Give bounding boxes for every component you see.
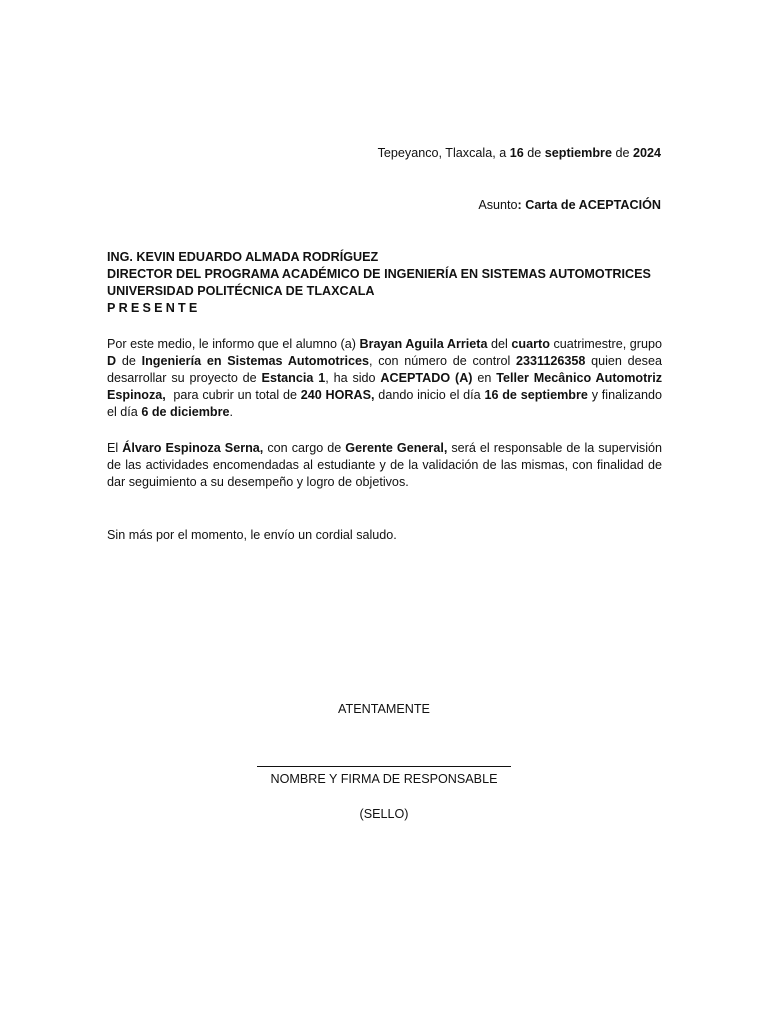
date-month: septiembre xyxy=(544,146,612,160)
p1-text: del xyxy=(487,337,512,351)
body-paragraph-1 xyxy=(107,336,662,421)
p1-text: , con número de control xyxy=(369,354,517,368)
addressee-institution: UNIVERSIDAD POLITÉCNICA DE TLAXCALA xyxy=(107,284,375,298)
supervisor-name: Álvaro Espinoza Serna, xyxy=(122,441,264,455)
addressee-name: ING. KEVIN EDUARDO ALMADA RODRÍGUEZ xyxy=(107,250,379,264)
supervisor-role: Gerente General, xyxy=(345,441,448,455)
p1-text: dando inicio el día xyxy=(374,388,485,402)
control-number: 2331126358 xyxy=(516,354,586,368)
student-name: Brayan Aguila Arrieta xyxy=(359,337,488,351)
subject-line xyxy=(478,197,661,214)
total-hours: 240 HORAS, xyxy=(300,388,375,402)
seal-label: (SELLO) xyxy=(359,807,409,821)
addressee-position: DIRECTOR DEL PROGRAMA ACADÉMICO DE INGENIERÍA EN SISTEMAS AUTOMOTRICES xyxy=(107,267,651,281)
start-date: 16 de septiembre xyxy=(484,388,588,402)
signature-label: NOMBRE Y FIRMA DE RESPONSABLE xyxy=(270,772,498,786)
subject-colon: : xyxy=(517,198,522,212)
subject-prefix: Asunto xyxy=(478,198,518,212)
p1-text: y finalizando el día xyxy=(107,388,662,419)
p1-text: , ha sido xyxy=(325,371,381,385)
p1-text: en xyxy=(472,371,497,385)
p1-text: quien desea desarrollar su proyecto de xyxy=(107,354,662,385)
date-prefix: Tepeyanco, Tlaxcala, a xyxy=(377,146,510,160)
addressee-greeting: PRESENTE xyxy=(107,301,201,315)
date-day: 16 xyxy=(509,146,524,160)
acceptance-status: ACEPTADO (A) xyxy=(380,371,473,385)
p1-text: cuatrimestre, grupo xyxy=(549,337,663,351)
addressee-block xyxy=(107,249,662,317)
body-paragraph-2 xyxy=(107,440,662,491)
date-line xyxy=(378,145,661,162)
p2-text: con cargo de xyxy=(263,441,346,455)
company-name: Teller Mecânico Automotriz Espinoza, xyxy=(107,371,662,402)
project: Estancia 1 xyxy=(261,371,326,385)
p2-text: El xyxy=(107,441,123,455)
closing-paragraph: Sin más por el momento, le envío un cordial saludo. xyxy=(107,528,397,542)
p1-text: . xyxy=(229,405,234,419)
career: Ingeniería en Sistemas Automotrices xyxy=(141,354,370,368)
atentamente: ATENTAMENTE xyxy=(338,702,430,716)
date-connector-1: de xyxy=(523,146,545,160)
subject-value: Carta de ACEPTACIÓN xyxy=(521,198,661,212)
p1-text: de xyxy=(116,354,142,368)
date-connector-2: de xyxy=(611,146,633,160)
signature-line xyxy=(257,766,511,767)
group: D xyxy=(107,354,117,368)
p1-text: para cubrir un total de xyxy=(165,388,301,402)
term: cuarto xyxy=(511,337,550,351)
date-year: 2024 xyxy=(632,146,661,160)
p1-text: Por este medio, le informo que el alumno (a) xyxy=(107,337,360,351)
p2-text: será el responsable de la supervisión de las actividades encomendadas al estudiante y de la validación de las mismas, con finalidad de dar seguimiento a su desempeño y logro de objetivos. xyxy=(107,441,663,489)
end-date: 6 de diciembre xyxy=(141,405,230,419)
